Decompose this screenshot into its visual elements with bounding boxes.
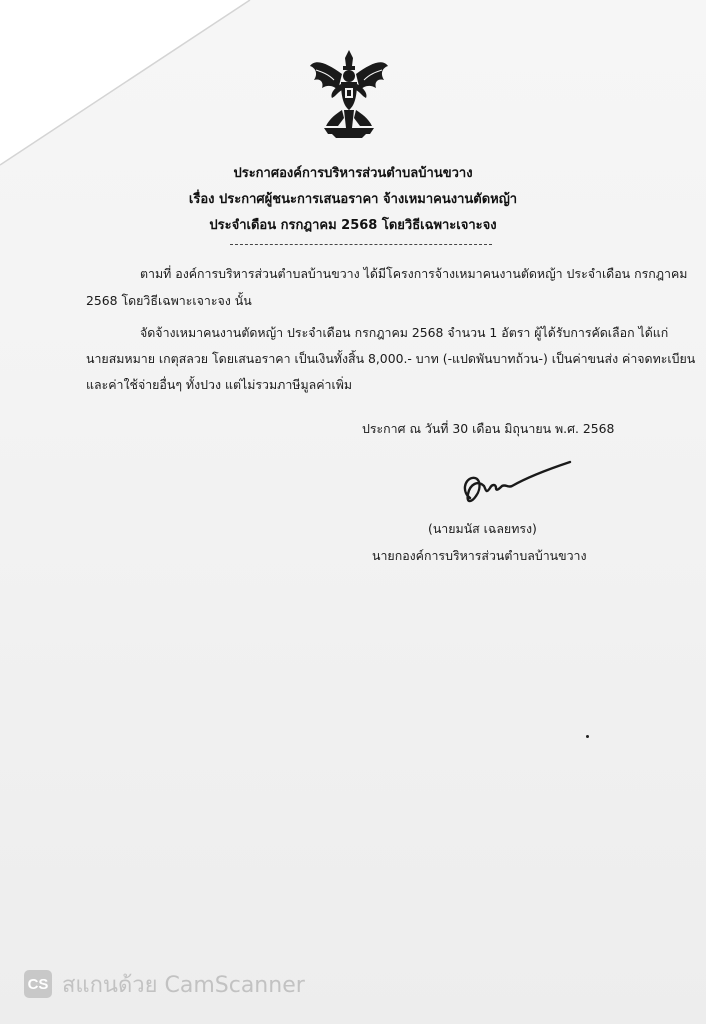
watermark-text: สแกนด้วย CamScanner [62, 972, 305, 998]
paragraph-2-line-2: นายสมหมาย เกตุสลวย โดยเสนอราคา เป็นเงินทั้งสิ้น 8,000.- บาท (-แปดพันบาทถ้วน-) เป็นค่าขนส่ง ค่าจดทะเบียน [86, 351, 696, 366]
speck [586, 735, 589, 738]
camscanner-watermark [24, 968, 305, 1000]
garuda-emblem-icon [308, 48, 390, 140]
announcement-period: ประจำเดือน กรกฎาคม 2568 โดยวิธีเฉพาะเจาะจง [209, 218, 497, 233]
divider [230, 244, 492, 245]
announcement-date: ประกาศ ณ วันที่ 30 เดือน มิถุนายน พ.ศ. 2568 [362, 421, 615, 436]
folded-corner [0, 0, 260, 175]
announcement-title: ประกาศองค์การบริหารส่วนตำบลบ้านขวาง [233, 166, 473, 181]
camscanner-logo-icon: CS [24, 970, 52, 998]
paragraph-1-line-2: 2568 โดยวิธีเฉพาะเจาะจง นั้น [86, 293, 252, 308]
signature-image [456, 458, 576, 510]
paragraph-2-line-3: และค่าใช้จ่ายอื่นๆ ทั้งปวง แต่ไม่รวมภาษีมูลค่าเพิ่ม [86, 377, 353, 392]
signatory-name: (นายมนัส เฉลยทรง) [428, 521, 537, 536]
paragraph-1-line-1: ตามที่ องค์การบริหารส่วนตำบลบ้านขวาง ได้มีโครงการจ้างเหมาคนงานตัดหญ้า ประจำเดือน กรกฎาคม [140, 266, 688, 281]
signatory-position: นายกองค์การบริหารส่วนตำบลบ้านขวาง [372, 548, 587, 563]
announcement-subject: เรื่อง ประกาศผู้ชนะการเสนอราคา จ้างเหมาคนงานตัดหญ้า [188, 192, 518, 207]
paragraph-2-line-1: จัดจ้างเหมาคนงานตัดหญ้า ประจำเดือน กรกฎาคม 2568 จำนวน 1 อัตรา ผู้ได้รับการคัดเลือก ได้แก่ [140, 325, 669, 340]
